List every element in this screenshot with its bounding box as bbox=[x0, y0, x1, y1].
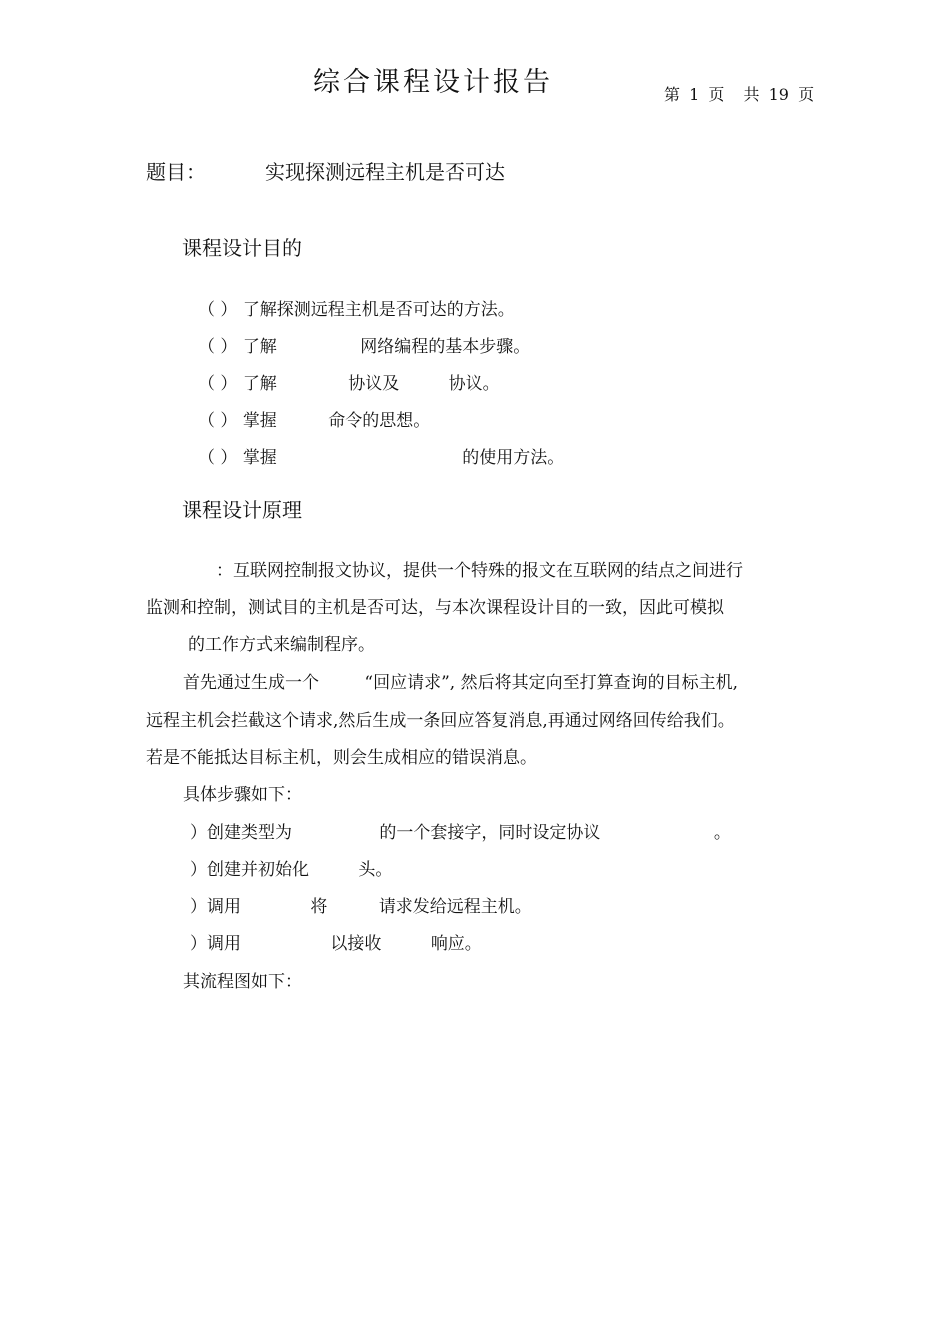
text-run: 请求发给远程主机。 bbox=[378, 897, 532, 917]
list-item bbox=[198, 295, 515, 320]
paragraph-line: 远程主机会拦截这个请求,然后生成一条回应答复消息,再通过网络回传给我们。 bbox=[146, 711, 735, 731]
document-title: 综合课程设计报告 bbox=[313, 67, 553, 98]
page-number: 1 bbox=[689, 85, 700, 104]
item-text: 命令的思想。 bbox=[328, 411, 431, 431]
item-text: 了解 bbox=[242, 337, 277, 357]
item-prefix: （ ） bbox=[198, 300, 238, 320]
subject-title: 实现探测远程主机是否可达 bbox=[265, 160, 505, 184]
list-item bbox=[198, 369, 500, 394]
item-prefix: （ ） bbox=[198, 448, 238, 468]
list-item bbox=[198, 443, 564, 468]
paragraph-line: ：互联网控制报文协议，提供一个特殊的报文在互联网的结点之间进行 bbox=[216, 561, 743, 581]
paragraph-line: 的工作方式来编制程序。 bbox=[188, 635, 375, 655]
item-text: 的使用方法。 bbox=[462, 448, 565, 468]
text-run: 头。 bbox=[358, 860, 393, 880]
list-item bbox=[198, 406, 430, 431]
item-text: 掌握 bbox=[242, 448, 277, 468]
page-indicator bbox=[664, 82, 818, 105]
text-run: 的一个套接字，同时设定协议 bbox=[379, 823, 601, 843]
page-total: 19 bbox=[768, 85, 789, 104]
step-item bbox=[190, 855, 392, 880]
step-item bbox=[190, 892, 532, 917]
section-heading-principle: 课程设计原理 bbox=[182, 498, 302, 522]
subject-label: 题目： bbox=[146, 160, 206, 184]
steps-intro: 具体步骤如下： bbox=[183, 785, 302, 805]
paragraph-line bbox=[183, 668, 738, 693]
item-prefix: （ ） bbox=[198, 374, 238, 394]
text-run: ）调用 bbox=[190, 934, 241, 954]
item-text: 了解探测远程主机是否可达的方法。 bbox=[242, 300, 515, 320]
item-text: 网络编程的基本步骤。 bbox=[360, 337, 531, 357]
paragraph-line: 监测和控制，测试目的主机是否可达，与本次课程设计目的一致，因此可模拟 bbox=[146, 598, 724, 618]
text-run: “回应请求”, 然后将其定向至打算查询的目标主机, bbox=[364, 673, 738, 693]
item-text: 协议。 bbox=[448, 374, 500, 394]
item-prefix: （ ） bbox=[198, 337, 238, 357]
text-run: 响应。 bbox=[430, 934, 482, 954]
section-heading-purpose: 课程设计目的 bbox=[182, 236, 302, 260]
step-item bbox=[190, 929, 482, 954]
text-run: ）创建并初始化 bbox=[190, 860, 309, 880]
page-indicator-part: 共 bbox=[743, 85, 760, 104]
item-text: 掌握 bbox=[242, 411, 277, 431]
text-run: 以接收 bbox=[330, 934, 382, 954]
text-run: 将 bbox=[310, 897, 328, 917]
page-indicator-part: 页 bbox=[798, 85, 815, 104]
text-run: ）创建类型为 bbox=[190, 823, 292, 843]
item-text: 协议及 bbox=[348, 374, 400, 394]
step-item bbox=[190, 818, 731, 843]
flowchart-intro: 其流程图如下： bbox=[183, 972, 302, 992]
item-prefix: （ ） bbox=[198, 411, 238, 431]
text-run: 。 bbox=[713, 823, 731, 843]
text-run: 首先通过生成一个 bbox=[183, 673, 319, 693]
text-run: ）调用 bbox=[190, 897, 241, 917]
list-item bbox=[198, 332, 530, 357]
paragraph-line: 若是不能抵达目标主机，则会生成相应的错误消息。 bbox=[146, 748, 537, 768]
item-text: 了解 bbox=[242, 374, 277, 394]
page-indicator-part: 页 bbox=[708, 85, 725, 104]
page-indicator-part: 第 bbox=[664, 85, 681, 104]
